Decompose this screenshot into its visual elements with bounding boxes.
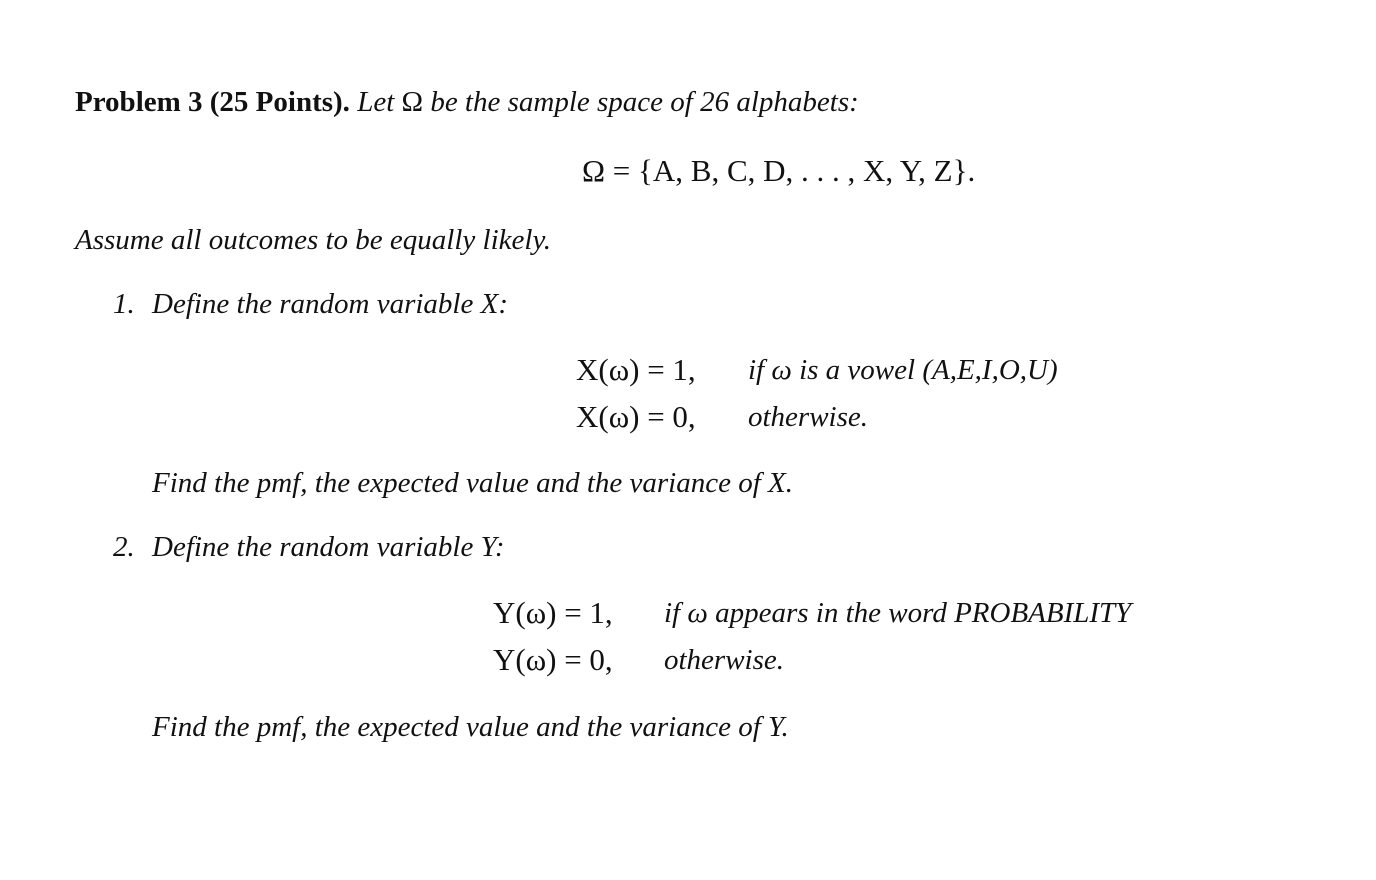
part-1-number: 1. <box>113 288 135 320</box>
sample-space-equation: Ω = {A, B, C, D, . . . , X, Y, Z}. <box>582 153 976 188</box>
omega-symbol: Ω <box>401 86 424 118</box>
part-2-define: Define the random variable Y: <box>152 531 505 563</box>
problem-heading: Problem 3 (25 Points). <box>75 86 350 118</box>
assumption-text: Assume all outcomes to be equally likely. <box>75 224 551 256</box>
part-2-number: 2. <box>113 531 135 563</box>
part-2-task: Find the pmf, the expected value and the variance of Y. <box>152 711 789 743</box>
part-1-task: Find the pmf, the expected value and the variance of X. <box>152 467 794 499</box>
problem-statement <box>75 84 859 120</box>
intro-after: be the sample space of 26 alphabets: <box>430 86 859 118</box>
part-1-case-1-lhs: X(ω) = 1, <box>576 352 696 387</box>
part-1-define: Define the random variable X: <box>152 288 508 320</box>
part-2-case-1-lhs: Y(ω) = 1, <box>493 595 613 630</box>
part-1-case-2-lhs: X(ω) = 0, <box>576 399 696 434</box>
part-1-case-1-condition: if ω is a vowel (A,E,I,O,U) <box>748 354 1058 386</box>
intro-before: Let <box>357 86 395 118</box>
part-1-case-2-condition: otherwise. <box>748 401 869 433</box>
part-2-case-2-condition: otherwise. <box>664 644 785 676</box>
part-2-case-2-lhs: Y(ω) = 0, <box>493 642 613 677</box>
part-2-case-1-condition: if ω appears in the word PROBABILITY <box>664 597 1132 629</box>
